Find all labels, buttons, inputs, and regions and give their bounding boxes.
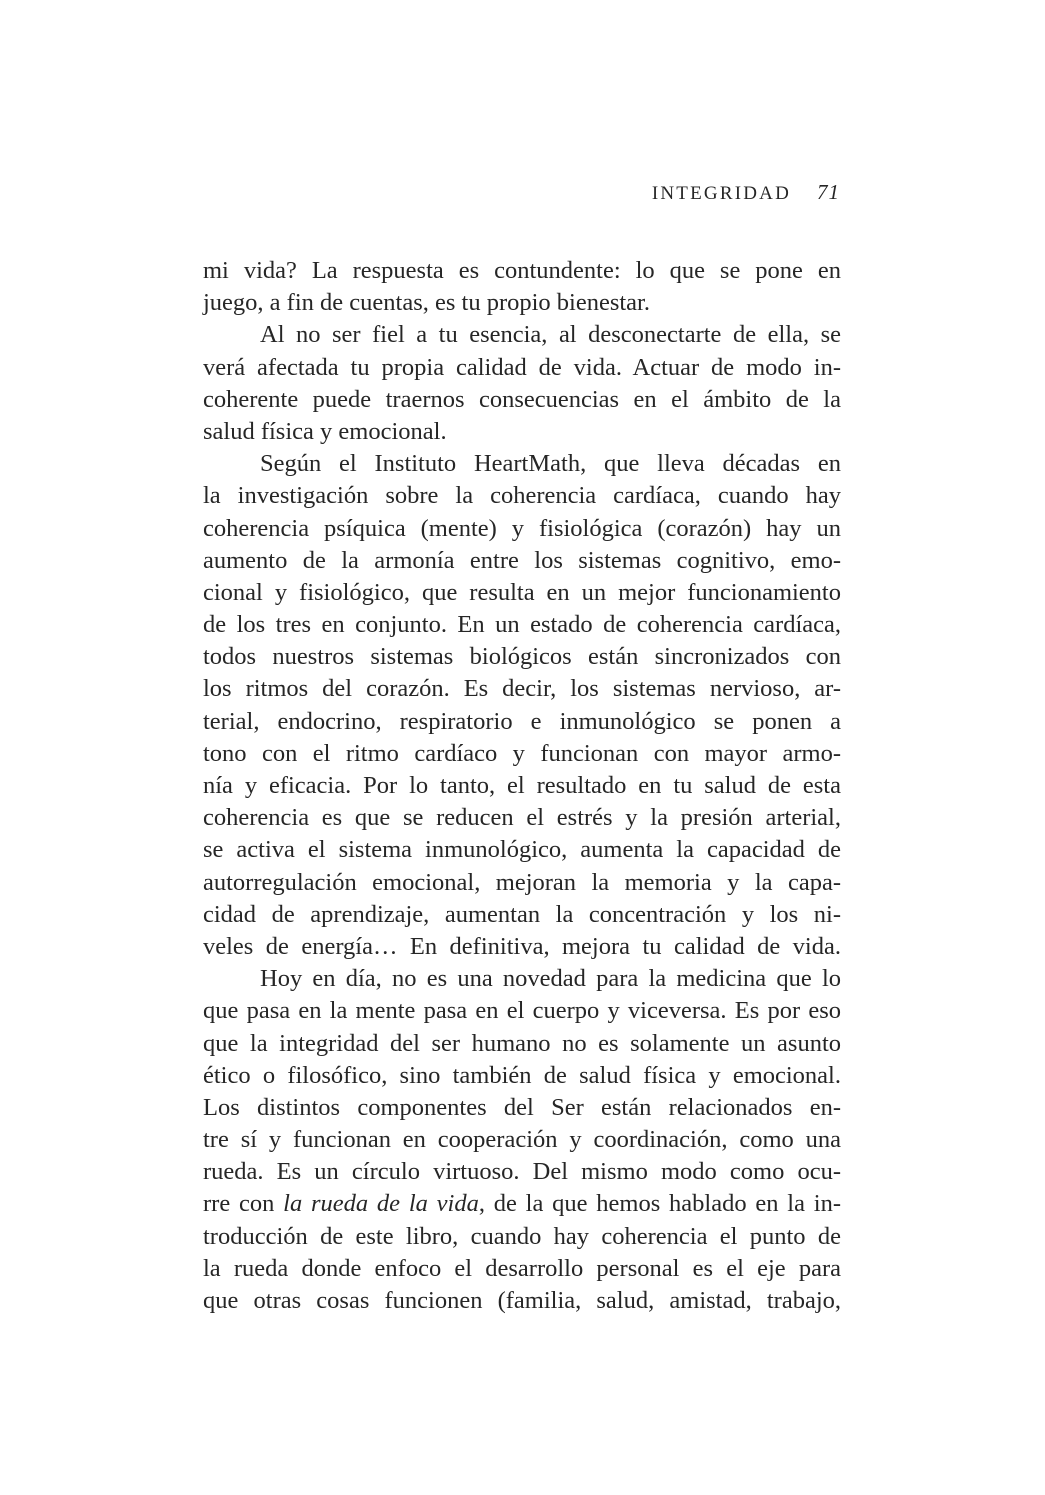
text-line: la rueda donde enfoco el desarrollo personal es el eje para bbox=[203, 1254, 841, 1282]
text-line: Los distintos componentes del Ser están relacionados en- bbox=[203, 1093, 841, 1121]
text-line: la investigación sobre la coherencia cardíaca, cuando hay bbox=[203, 482, 841, 510]
paragraph-first-line: Al no ser fiel a tu esencia, al desconectarte de ella, se bbox=[260, 321, 841, 349]
text-line: que otras cosas funcionen (familia, salud, amistad, trabajo, bbox=[203, 1287, 841, 1314]
text-line: que la integridad del ser humano no es solamente un asunto bbox=[203, 1029, 841, 1057]
text-line: todos nuestros sistemas biológicos están sincronizados con bbox=[203, 643, 841, 671]
running-header bbox=[652, 180, 840, 205]
text-line: terial, endocrino, respiratorio e inmunológico se ponen a bbox=[203, 707, 841, 735]
text-line: mi vida? La respuesta es contundente: lo que se pone en bbox=[203, 257, 841, 284]
text-line: se activa el sistema inmunológico, aumenta la capacidad de bbox=[203, 836, 841, 864]
text-line: coherencia psíquica (mente) y fisiológica (corazón) hay un bbox=[203, 514, 841, 542]
body-text bbox=[203, 255, 841, 1317]
text-line: salud física y emocional. bbox=[203, 417, 447, 445]
paragraph-first-line: Según el Instituto HeartMath, que lleva décadas en bbox=[260, 450, 841, 478]
text-line: autorregulación emocional, mejoran la memoria y la capa- bbox=[203, 868, 841, 896]
text-line: de los tres en conjunto. En un estado de coherencia cardíaca, bbox=[203, 611, 841, 639]
text-line: aumento de la armonía entre los sistemas cognitivo, emo- bbox=[203, 546, 841, 574]
text-line: tre sí y funcionan en cooperación y coordinación, como una bbox=[203, 1126, 841, 1154]
text-fragment: rre con bbox=[203, 1190, 284, 1218]
text-line-with-italic bbox=[203, 1188, 841, 1220]
text-line: rueda. Es un círculo virtuoso. Del mismo modo como ocu- bbox=[203, 1158, 841, 1186]
text-fragment: , de la que hemos hablado en la in- bbox=[478, 1190, 841, 1218]
text-line: cional y fisiológico, que resulta en un mejor funcionamiento bbox=[203, 578, 841, 606]
text-line: juego, a fin de cuentas, es tu propio bienestar. bbox=[203, 289, 650, 317]
paragraph-first-line: Hoy en día, no es una novedad para la medicina que lo bbox=[260, 965, 841, 993]
text-line: coherencia es que se reducen el estrés y la presión arterial, bbox=[203, 804, 841, 832]
italic-phrase: la rueda de la vida bbox=[283, 1190, 479, 1218]
text-line: coherente puede traernos consecuencias en el ámbito de la bbox=[203, 385, 841, 413]
text-line: troducción de este libro, cuando hay coherencia el punto de bbox=[203, 1222, 841, 1250]
text-line: tono con el ritmo cardíaco y funcionan con mayor armo- bbox=[203, 739, 841, 767]
text-line: verá afectada tu propia calidad de vida. Actuar de modo in- bbox=[203, 353, 841, 381]
text-line: ético o filosófico, sino también de salud física y emocional. bbox=[203, 1061, 841, 1089]
running-header-title: INTEGRIDAD bbox=[651, 183, 791, 204]
text-line: veles de energía… En definitiva, mejora tu calidad de vida. bbox=[203, 932, 841, 960]
text-line: nía y eficacia. Por lo tanto, el resultado en tu salud de esta bbox=[203, 772, 841, 799]
text-line: que pasa en la mente pasa en el cuerpo y viceversa. Es por eso bbox=[203, 997, 841, 1025]
page-number: 71 bbox=[817, 180, 840, 204]
text-line: cidad de aprendizaje, aumentan la concentración y los ni- bbox=[203, 900, 841, 928]
text-line: los ritmos del corazón. Es decir, los sistemas nervioso, ar- bbox=[203, 675, 841, 703]
